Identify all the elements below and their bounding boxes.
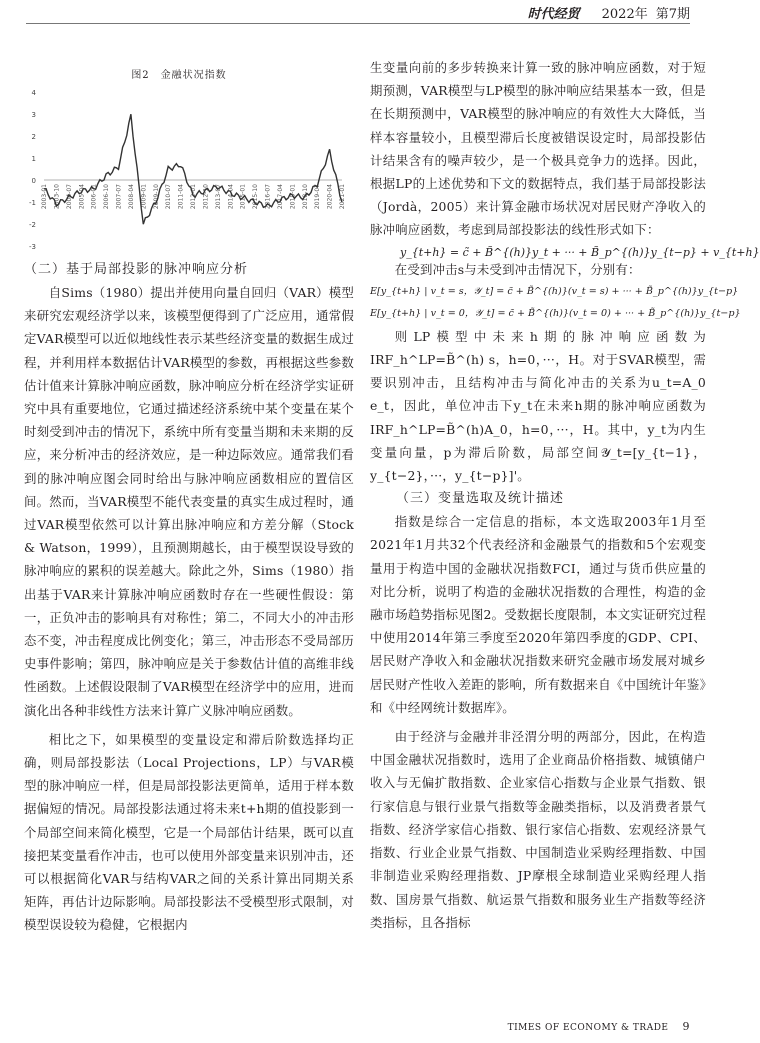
x-tick-label: 2003-10 <box>53 184 61 210</box>
x-tick-label: 2021-01 <box>339 184 346 210</box>
y-tick-label: 3 <box>31 111 36 119</box>
y-tick-label: -3 <box>29 243 36 251</box>
right-paragraph-1: 生变量向前的多步转换来计算一致的脉冲响应函数，对于短期预测，VAR模型与LP模型的脉冲响应结果基本一致，但是在长期预测中，VAR模型的脉冲响应的有效性大大降低，当样本容量较小，且模型滞后长度被错误设定时，局部投影估计结果含有的噪声较少，是一个极具竞争力的选择。因此，根据LP的上述优势和下文的数据特点，我们基于局部投影法（Jordà，2005）来计算金融市场状况对居民财产净收入的脉冲响应函数，考虑到局部投影法的线性形式如下： <box>370 60 706 238</box>
fci-line-chart <box>24 80 354 260</box>
left-paragraph-1: 自Sims（1980）提出并使用向量自回归（VAR）模型来研究宏观经济学以来，该模型便得到了广泛应用，通常假定VAR模型可以近似地线性表示某些经济变量的数据生成过程，并利用样本数据估计VAR模型的参数，再根据这些参数估计值来计算脉冲响应函数，脉冲响应分析在经济学实证研究中具有重要地位，它通过描述经济系统中某个变量在某个时刻受到冲击的情况下，系统中所有变量当期和未来期的反应，来分析冲击的经济效应，是一种边际效应。通常我们看到的脉冲响应图会同时给出与脉冲响应函数相应的置信区间。然而，当VAR模型不能代表变量的真实生成过程时，通过VAR模型依然可以计算出脉冲响应和方差分解（Stock & Watson，1999），且预测期越长，由于模型误设导致的脉冲响应的累积的误差越大。除此之外，Sims（1980）指出基于VAR来计算脉冲响应函数时存在一些硬性假设：第一，正负冲击的影响具有对称性；第二，不同大小的冲击形态不变，冲击程度成比例变化；第三，冲击形态不受局部历史事件影响；第四，脉冲响应是关于参数估计值的高维非线性函数。上述假设限制了VAR模型在经济学中的应用，进而演化出各种非线性方法来计算广义脉冲响应函数。 <box>24 285 354 718</box>
right-paragraph-3: 则LP模型中未来h期的脉冲响应函数为IRF_h^LP=B̃^(h) s，h=0，···，H。对于SVAR模型，需要识别冲击，且结构冲击与简化冲击的关系为u_t=A_0 e_t，因此，单位冲击下y_t在未来h期的脉冲响应函数为IRF_h^LP=B̃^(h)A_0，h=0，···，H。其中，y_t为内生变量向量，p为滞后阶数，局部空间𝒴_t=[y_{t−1}，y_{t−2}，···，y_{t−p}]'。 <box>370 328 706 484</box>
page-header <box>0 0 708 22</box>
x-tick-label: 2009-10 <box>152 184 160 210</box>
x-tick-label: 2011-04 <box>177 184 185 210</box>
x-tick-label: 2015-10 <box>252 183 260 210</box>
section-heading-3: （三）变量选取及统计描述 <box>396 491 565 507</box>
y-tick-label: -1 <box>29 199 36 207</box>
x-tick-label: 2006-01 <box>90 184 98 210</box>
right-paragraph-5: 由于经济与金融并非泾渭分明的两部分，因此，在构造中国金融状况指数时，选用了企业商品价格指数、城镇储户收入与无偏扩散指数、企业家信心指数与企业景气指数、银行家信息与银行业景气指数等金融类指标，以及消费者景气指数、经济学家信心指数、银行家信心指数、宏观经济景气指数、行业企业景气指数、中国制造业采购经理指数、中国非制造业采购经理指数、JP摩根全球制造业采购经理人指数、国房景气指数、航运景气指数和服务业生产指数等经济类指标，且各指标 <box>370 729 706 930</box>
page-footer <box>508 1020 690 1033</box>
header-rule <box>26 23 690 24</box>
x-tick-label: 2018-10 <box>301 184 309 210</box>
y-tick-label: 4 <box>31 89 36 97</box>
y-tick-label: 0 <box>31 177 36 185</box>
x-tick-label: 2010-07 <box>165 184 173 210</box>
header-text <box>528 3 690 22</box>
header-year: 2022年 <box>601 7 648 22</box>
right-paragraph-4: 指数是综合一定信息的指标，本文选取2003年1月至2021年1月共32个代表经济和金融景气的指数和5个宏观变量用于构造中国的金融状况指数FCI，通过与货币供应量的对比分析，说明了构造的金融状况指数的合理性，构造的金融市场趋势指标见图2。受数据长度限制，本文实证研究过程中使用2014年第三季度至2020年第四季度的GDP、CPI、居民财产净收入和金融状况指数来研究金融市场发展对城乡居民财产性收入差距的影响，所有数据来自《中国统计年鉴》和《中经网统计数据库》。 <box>370 514 706 715</box>
equation-1: y_{t+h} = c̃ + B̃^{(h)}y_t + ··· + B̃_p^{(h)}y_{t−p} + v_{t+h} <box>400 245 760 259</box>
figure-title: 图2 金融状况指数 <box>131 70 227 81</box>
y-tick-label: 1 <box>31 155 36 163</box>
footer-journal: TIMES OF ECONOMY & TRADE <box>507 1023 669 1033</box>
x-tick-label: 2009-01 <box>140 184 148 210</box>
x-tick-label: 2005-04 <box>78 184 86 210</box>
journal-name: 时代经贸 <box>527 7 580 22</box>
x-tick-label: 2018-01 <box>289 184 297 210</box>
page-number: 9 <box>682 1020 690 1033</box>
x-tick-label: 2020-04 <box>326 184 334 210</box>
right-paragraph-2: 在受到冲击s与未受到冲击情况下，分别有： <box>394 261 641 277</box>
y-tick-label: 2 <box>31 133 36 141</box>
left-paragraph-2: 相比之下，如果模型的变量设定和滞后阶数选择均正确，则局部投影法（Local Projections，LP）与VAR模型的脉冲响应一样，但是局部投影法更简单，适用于样本数据偏短的情况。局部投影法通过将未来t+h期的值投影到一个局部空间来简化模型，它是一个局部估计结果，既可以直接把某变量看作冲击，也可以使用外部变量来识别冲击，还可以根据简化VAR与结构VAR之间的关系计算出同期关系矩阵，再估计边际影响。局部投影法不受模型形式限制，对模型误设较为稳健，它根据内 <box>24 731 354 933</box>
x-tick-label: 2017-04 <box>276 184 284 210</box>
x-tick-label: 2012-10 <box>202 184 210 210</box>
x-tick-label: 2019-07 <box>314 184 322 210</box>
x-tick-label: 2004-07 <box>65 184 73 210</box>
x-tick-label: 2003-01 <box>41 184 48 210</box>
x-tick-label: 2016-07 <box>264 184 272 210</box>
equation-2: E[y_{t+h} | v_t = s，𝒴_t] = c̃ + B̃^{(h)}(v_t = s) + ··· + B̃_p^{(h)}y_{t−p} <box>370 285 739 297</box>
x-tick-label: 2013-07 <box>214 184 222 210</box>
x-tick-label: 2012-01 <box>190 184 197 210</box>
equation-3: E[y_{t+h} | v_t = 0，𝒴_t] = c̃ + B̃^{(h)}(v_t = 0) + ··· + B̃_p^{(h)}y_{t−p} <box>370 307 741 319</box>
x-tick-label: 2007-07 <box>115 184 123 210</box>
x-tick-label: 2006-10 <box>103 184 111 210</box>
x-tick-label: 2015-01 <box>239 184 247 210</box>
header-issue: 第7期 <box>655 7 690 22</box>
x-tick-label: 2014-04 <box>227 184 235 210</box>
x-tick-label: 2008-04 <box>127 184 135 210</box>
section-heading-2: （二）基于局部投影的脉冲响应分析 <box>24 262 249 277</box>
y-tick-label: -2 <box>29 221 36 229</box>
